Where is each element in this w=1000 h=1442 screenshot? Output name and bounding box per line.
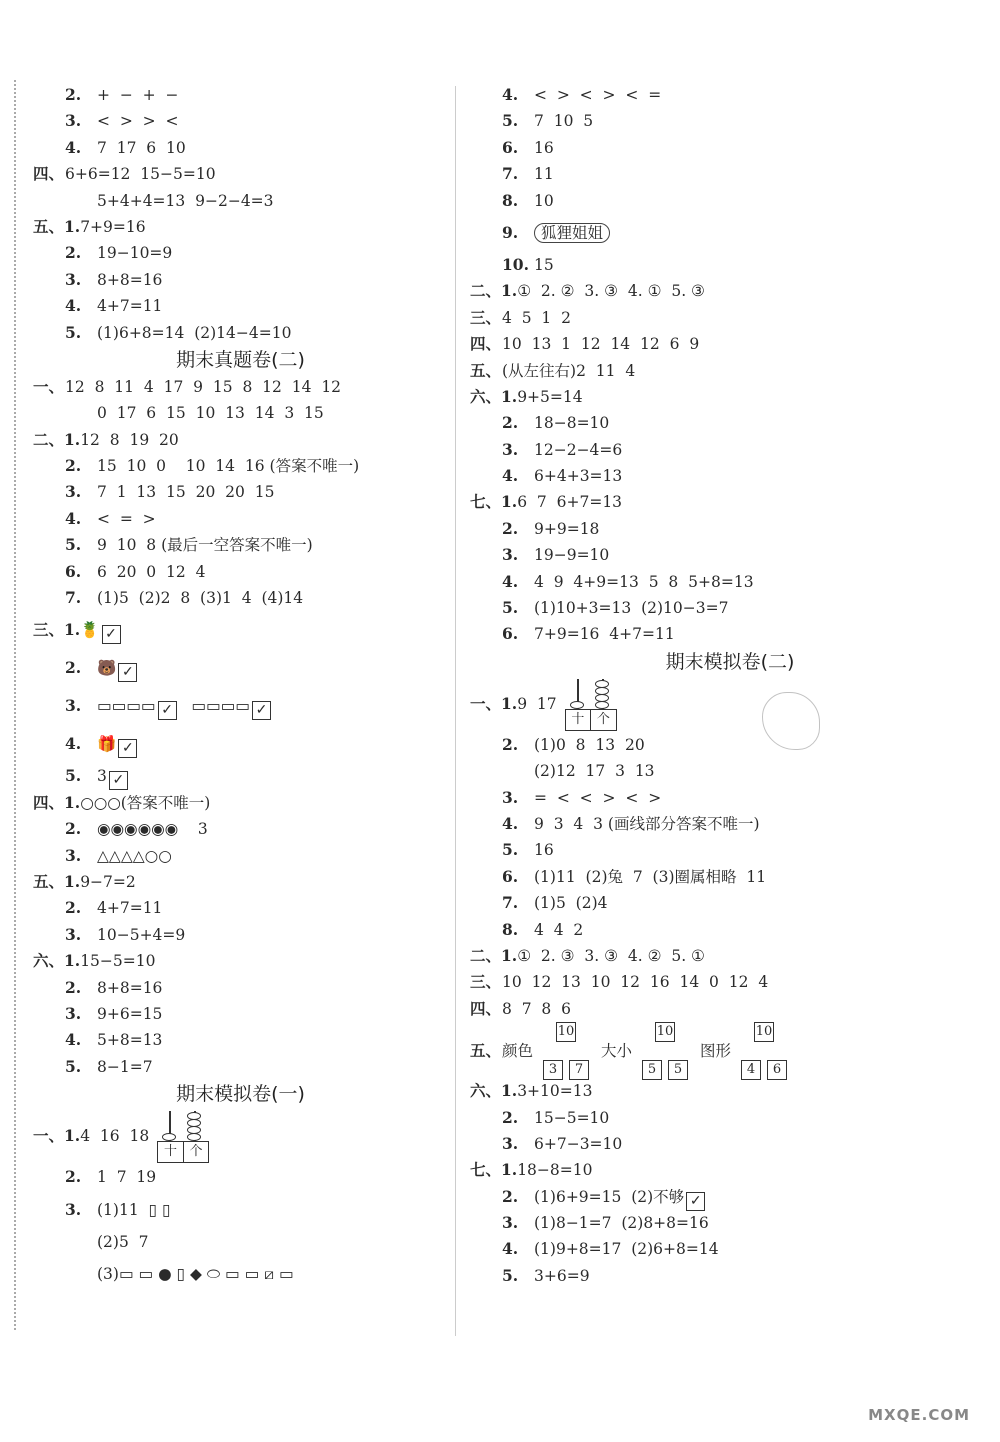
answer-line [33, 135, 448, 161]
question-number: 2. [502, 1107, 519, 1127]
answer-text: 12−2−4=6 [534, 440, 623, 459]
left-column [33, 82, 448, 1293]
answer-text: △△△△○○ [97, 846, 172, 865]
question-number: 5. [65, 766, 82, 786]
bond-right: 5 [668, 1060, 688, 1080]
answer-text: 18−8=10 [517, 1161, 593, 1180]
answer-line [33, 453, 448, 479]
answer-text: (1)5 (2)4 [534, 894, 608, 913]
watermark-logo: MXQE.COM [868, 1406, 970, 1424]
question-number: 三、 [470, 307, 502, 327]
question-number: 4. [502, 571, 519, 591]
column-divider [455, 86, 456, 1336]
answer-text: 6 7 6+7=13 [517, 493, 623, 512]
answer-line [33, 687, 448, 725]
answer-line [33, 320, 448, 346]
answer-text: 4 5 1 2 [502, 308, 572, 327]
abacus-bead [570, 701, 584, 709]
answer-text: < > < > < = [534, 86, 662, 104]
answer-text: 0 17 6 15 10 13 14 3 15 [97, 404, 324, 423]
tree-label: 大小 [601, 1042, 633, 1061]
question-number: 3. [65, 845, 82, 865]
question-number: 3. [502, 1133, 519, 1153]
abacus-bead [187, 1126, 201, 1134]
question-number: 六、1. [470, 1081, 518, 1101]
answer-line [470, 463, 990, 489]
question-number: 6. [502, 624, 519, 644]
abacus-bead [595, 701, 609, 709]
answer-text: (1)11 ▯ ▯ [97, 1200, 171, 1219]
question-number: 4. [502, 813, 519, 833]
abacus-tens-label: 十 [566, 710, 592, 730]
answer-text: 3+10=13 [517, 1082, 593, 1101]
question-number: 5. [502, 111, 519, 131]
checkbox-checked: ✓ [109, 771, 128, 790]
answer-line [470, 1078, 990, 1104]
answer-line [33, 240, 448, 266]
answer-text: (1)9+8=17 (2)6+8=14 [534, 1240, 719, 1259]
answer-text: < > > < [97, 112, 179, 131]
question-number: 4. [65, 734, 82, 754]
answer-line [470, 108, 990, 134]
question-number: 3. [65, 482, 82, 502]
answer-line [470, 305, 990, 331]
answer-line [33, 1255, 448, 1293]
answer-line [470, 569, 990, 595]
answer-text: 6+7−3=10 [534, 1134, 623, 1153]
answer-text: 16 [534, 138, 554, 157]
answer-text: (1)10+3=13 (2)10−3=7 [534, 599, 729, 618]
answer-text: 10−5+4=9 [97, 925, 186, 944]
answer-line [470, 410, 990, 436]
abacus-frame [157, 1141, 209, 1163]
answer-line [470, 1022, 990, 1078]
answer-text: 8+8=16 [97, 978, 163, 997]
question-number: 2. [65, 243, 82, 263]
answer-text: 4+7=11 [97, 899, 163, 918]
answer-line [33, 479, 448, 505]
answer-text: 9 10 8 (最后一空答案不唯一) [97, 536, 313, 555]
answer-text: 3 [97, 767, 107, 786]
question-number: 10. [502, 254, 529, 274]
abacus-ones-label: 个 [596, 711, 610, 727]
question-number: 3. [65, 1003, 82, 1023]
answer-line [470, 1157, 990, 1183]
section-title: 期末真题卷(二) [176, 348, 305, 371]
checkbox-checked: ✓ [118, 663, 137, 682]
answer-text: 15−5=10 [80, 952, 156, 971]
question-number: 2. [502, 413, 519, 433]
answer-line [33, 948, 448, 974]
answer-text: 5+8=13 [97, 1031, 163, 1050]
question-number: 6. [502, 866, 519, 886]
answer-text: ▭▭▭▭ [97, 697, 156, 716]
number-bond-figure [642, 1022, 690, 1082]
bond-top: 10 [754, 1022, 774, 1042]
question-number: 二、1. [470, 281, 518, 301]
answer-line [33, 790, 448, 816]
answer-text: (1)0 8 13 20 [534, 735, 645, 754]
answer-line [470, 1131, 990, 1157]
question-number: 4. [65, 508, 82, 528]
question-number: 五、 [470, 360, 502, 380]
answer-line [33, 1108, 448, 1164]
question-number: 8. [502, 919, 519, 939]
answer-text: 8−1=7 [97, 1057, 153, 1076]
answer-line [470, 1184, 990, 1210]
answer-line [470, 1236, 990, 1262]
answer-text: 4 16 18 [80, 1127, 150, 1146]
answer-text: 7 10 5 [534, 112, 594, 131]
question-number: 8. [502, 190, 519, 210]
answer-line [33, 267, 448, 293]
answer-text: 8 7 8 6 [502, 999, 572, 1018]
question-number: 2. [65, 819, 82, 839]
question-number: 2. [65, 658, 82, 678]
answer-text: 4 4 2 [534, 920, 584, 939]
answer-line [470, 785, 990, 811]
answer-text: (1)5 (2)2 8 (3)1 4 (4)14 [97, 589, 304, 608]
question-number: 七、1. [470, 492, 518, 512]
answer-line [33, 1164, 448, 1190]
answer-text: 12 8 19 20 [80, 430, 179, 449]
answer-text: 🍍 [80, 621, 100, 640]
answer-line [470, 890, 990, 916]
answer-text: 6+6=12 15−5=10 [65, 165, 216, 184]
answer-text: 8+8=16 [97, 270, 163, 289]
question-number: 3. [65, 1199, 82, 1219]
question-number: 四、 [33, 164, 65, 184]
answer-text: 12 8 11 4 17 9 15 8 12 14 12 [65, 377, 342, 396]
answer-line [470, 943, 990, 969]
answer-line [33, 725, 448, 763]
answer-line [33, 559, 448, 585]
question-number: 4. [65, 1030, 82, 1050]
answer-line [33, 1001, 448, 1027]
answer-line [33, 82, 448, 108]
question-number: 5. [65, 322, 82, 342]
answer-text: 18−8=10 [534, 414, 610, 433]
tree-label: 图形 [700, 1042, 732, 1061]
answer-line [33, 374, 448, 400]
answer-line [33, 649, 448, 687]
question-number: 7. [502, 164, 519, 184]
answer-text: 3+6=9 [534, 1266, 590, 1285]
section-title: 期末模拟卷(二) [665, 650, 795, 673]
answer-text: 5+4+4=13 9−2−4=3 [97, 191, 274, 210]
right-column [470, 82, 990, 1289]
answer-line [33, 214, 448, 240]
answer-text: 9 17 [517, 694, 557, 713]
question-number: 二、1. [33, 429, 81, 449]
question-number: 二、1. [470, 945, 518, 965]
answer-line [33, 532, 448, 558]
question-number: 2. [65, 85, 82, 104]
checkbox-checked: ✓ [102, 625, 121, 644]
abacus-ones-label: 个 [189, 1144, 203, 1160]
abacus-bead [187, 1119, 201, 1127]
answer-line [33, 1229, 448, 1255]
answer-line [470, 621, 990, 647]
question-number: 4. [502, 466, 519, 486]
answer-text: 10 [534, 191, 554, 210]
answer-text: 15 [534, 255, 554, 274]
answer-text: 10 13 1 12 14 12 6 9 [502, 335, 700, 354]
abacus-figure [157, 1111, 211, 1163]
answer-text: ▭▭▭▭ [191, 697, 250, 716]
answer-line [470, 996, 990, 1022]
question-number: 四、 [470, 998, 502, 1018]
question-number: 2. [65, 456, 82, 476]
answer-text: 9+5=14 [517, 387, 583, 406]
answer-line [470, 384, 990, 410]
answer-line [470, 595, 990, 621]
answer-line [33, 293, 448, 319]
question-number: 2. [65, 1167, 82, 1187]
question-number: 3. [502, 439, 519, 459]
binding-dashed-line [14, 80, 16, 1330]
answer-line [470, 161, 990, 187]
bond-left: 4 [741, 1060, 761, 1080]
answer-text: 🎁 [97, 735, 117, 754]
question-number: 6. [502, 137, 519, 157]
question-number: 2. [502, 518, 519, 538]
answer-text: 9+9=18 [534, 519, 600, 538]
abacus-tens-label: 十 [158, 1142, 184, 1162]
answer-text: 🐻 [97, 659, 117, 678]
answer-text: 4 9 4+9=13 5 8 5+8=13 [534, 572, 754, 591]
answer-text: (3)▭ ▭ ● ▯ ◆ ⬭ ▭ ▭ ⧄ ▭ [97, 1264, 294, 1283]
section-title: 期末模拟卷(一) [176, 1083, 305, 1106]
question-number: 5. [502, 1265, 519, 1285]
question-number: 5. [502, 840, 519, 860]
question-number: 2. [65, 898, 82, 918]
answer-text: 7+9=16 4+7=11 [534, 625, 675, 644]
question-number: 三、 [470, 972, 502, 992]
answer-line [33, 895, 448, 921]
question-number: 3. [65, 111, 82, 131]
answer-text: ◉◉◉◉◉◉ 3 [97, 820, 208, 839]
abacus-bead [595, 694, 609, 702]
question-number: 七、1. [470, 1160, 518, 1180]
answer-text: 9−7=2 [80, 872, 136, 891]
abacus-bead [595, 680, 609, 688]
answer-line [33, 843, 448, 869]
bond-left: 5 [642, 1060, 662, 1080]
number-bond-figure [741, 1022, 789, 1082]
answer-line [33, 400, 448, 426]
answer-text: 9+6=15 [97, 1004, 163, 1023]
answer-line [470, 82, 990, 108]
answer-text: 7+9=16 [80, 217, 146, 236]
abacus-bead [162, 1133, 176, 1141]
question-number: 三、1. [33, 620, 81, 640]
answer-text: 11 [534, 165, 554, 184]
circled-answer: 狐狸姐姐 [534, 223, 610, 243]
question-number: 一、1. [33, 1126, 81, 1146]
answer-text: (从左往右)2 11 4 [502, 361, 636, 380]
answer-line [33, 1027, 448, 1053]
question-number: 五、1. [33, 216, 81, 236]
answer-line [470, 732, 990, 758]
abacus-figure [565, 679, 619, 731]
answer-line [470, 758, 990, 784]
answer-text: (2)5 7 [97, 1232, 149, 1251]
tree-label: 颜色 [502, 1042, 534, 1061]
answer-text: 9 3 4 3 (画线部分答案不唯一) [534, 814, 760, 833]
answer-line [33, 611, 448, 649]
question-number: 4. [65, 296, 82, 316]
answer-line [470, 917, 990, 943]
answer-line [470, 358, 990, 384]
question-number: 3. [65, 269, 82, 289]
checkbox-checked: ✓ [686, 1192, 705, 1211]
question-number: 五、 [470, 1041, 502, 1061]
answer-text: (1)8−1=7 (2)8+8=16 [534, 1214, 709, 1233]
bond-left: 3 [543, 1060, 563, 1080]
question-number: 5. [65, 1056, 82, 1076]
checkbox-checked: ✓ [252, 701, 271, 720]
answer-line [470, 864, 990, 890]
answer-text: (2)12 17 3 13 [534, 762, 655, 781]
question-number: 四、 [470, 334, 502, 354]
question-number: 3. [65, 696, 82, 716]
answer-line [470, 331, 990, 357]
answer-line [33, 161, 448, 187]
answer-text: (1)11 (2)兔 7 (3)圈属相略 11 [534, 867, 767, 886]
answer-line [33, 1191, 448, 1229]
answer-text: ① 2. ② 3. ③ 4. ① 5. ③ [517, 282, 705, 301]
answer-line [470, 676, 990, 732]
answer-line [33, 1054, 448, 1080]
checkbox-checked: ✓ [158, 701, 177, 720]
answer-line [33, 108, 448, 134]
answer-text: (1)6+9=15 (2)不够 [534, 1187, 685, 1206]
answer-line [470, 489, 990, 515]
answer-line [33, 585, 448, 611]
question-number: 3. [502, 787, 519, 807]
answer-line [33, 816, 448, 842]
answer-line [470, 135, 990, 161]
abacus-bead [595, 687, 609, 695]
question-number: 六、1. [33, 951, 81, 971]
answer-line [33, 922, 448, 948]
answer-line [470, 437, 990, 463]
answer-line [470, 542, 990, 568]
answer-text: 4+7=11 [97, 297, 163, 316]
question-number: 2. [65, 977, 82, 997]
question-number: 9. [502, 222, 519, 242]
bond-top: 10 [556, 1022, 576, 1042]
question-number: 2. [502, 1186, 519, 1206]
answer-text: 15 10 0 10 14 16 (答案不唯一) [97, 457, 360, 476]
answer-text: 6+4+3=13 [534, 467, 623, 486]
answer-text: 19−9=10 [534, 546, 610, 565]
answer-text: 6 20 0 12 4 [97, 562, 206, 581]
question-number: 3. [502, 545, 519, 565]
question-number: 一、1. [470, 693, 518, 713]
abacus-frame [565, 709, 617, 731]
answer-line [470, 278, 990, 304]
answer-line [470, 969, 990, 995]
abacus-bead [187, 1112, 201, 1120]
answer-text: 10 12 13 10 12 16 14 0 12 4 [502, 973, 769, 992]
answer-line [470, 1210, 990, 1236]
answer-text: ① 2. ③ 3. ③ 4. ② 5. ① [517, 946, 705, 965]
question-number: 六、1. [470, 386, 518, 406]
answer-line [33, 763, 448, 789]
answer-line [470, 188, 990, 214]
answer-text: 16 [534, 841, 554, 860]
answer-line [33, 869, 448, 895]
checkbox-checked: ✓ [118, 739, 137, 758]
question-number: 4. [502, 1239, 519, 1259]
answer-line [470, 1263, 990, 1289]
answer-text: 15−5=10 [534, 1108, 610, 1127]
abacus-bead [187, 1133, 201, 1141]
answer-line [33, 975, 448, 1001]
number-bond-figure [543, 1022, 591, 1082]
answer-text: 1 7 19 [97, 1168, 157, 1187]
answer-line [470, 837, 990, 863]
answer-text: (1)6+8=14 (2)14−4=10 [97, 323, 292, 342]
question-number: 7. [65, 588, 82, 608]
question-number: 6. [65, 561, 82, 581]
answer-line [470, 516, 990, 542]
answer-text: ○○○(答案不唯一) [80, 793, 211, 812]
answer-line [470, 1105, 990, 1131]
answer-line [33, 188, 448, 214]
question-number: 2. [502, 734, 519, 754]
answer-text: 7 1 13 15 20 20 15 [97, 483, 275, 502]
question-number: 4. [502, 85, 519, 104]
bond-right: 7 [569, 1060, 589, 1080]
bond-top: 10 [655, 1022, 675, 1042]
question-number: 5. [502, 598, 519, 618]
answer-line [470, 214, 990, 252]
question-number: 5. [65, 535, 82, 555]
answer-line [470, 811, 990, 837]
answer-line [33, 427, 448, 453]
answer-line [33, 506, 448, 532]
question-number: 3. [65, 924, 82, 944]
answer-line [470, 252, 990, 278]
question-number: 四、1. [33, 792, 81, 812]
question-number: 7. [502, 893, 519, 913]
question-number: 3. [502, 1213, 519, 1233]
answer-text: < = > [97, 509, 156, 528]
question-number: 一、 [33, 376, 65, 396]
answer-text: 19−10=9 [97, 244, 173, 263]
answer-text: = < < > < > [534, 788, 662, 807]
question-number: 五、1. [33, 871, 81, 891]
answer-text: + − + − [97, 86, 179, 104]
question-number: 4. [65, 137, 82, 157]
bond-right: 6 [767, 1060, 787, 1080]
answer-text: 7 17 6 10 [97, 138, 186, 157]
